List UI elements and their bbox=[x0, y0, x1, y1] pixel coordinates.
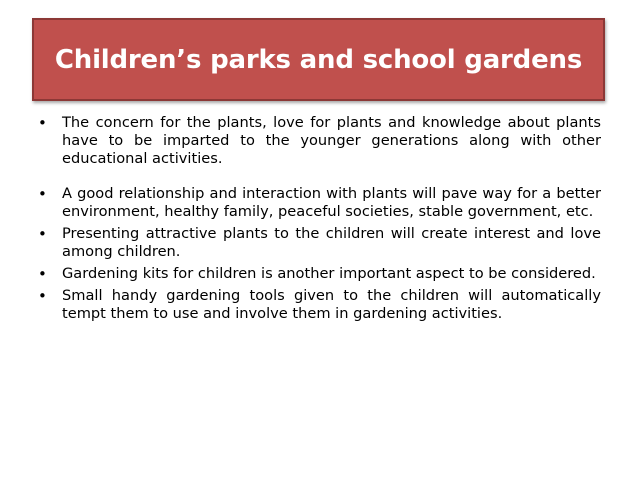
bullet-icon: • bbox=[38, 114, 47, 132]
bullet-text: A good relationship and interaction with plants will pave way for a better environment, healthy family, peaceful societies, stable government, etc. bbox=[62, 185, 601, 220]
bullet-text: Gardening kits for children is another important aspect to be considered. bbox=[62, 265, 596, 282]
bullet-text: The concern for the plants, love for plants and knowledge about plants have to be imparted to the younger generations along with other educational activities. bbox=[62, 114, 601, 167]
title-box bbox=[32, 18, 605, 101]
bullet-text: Presenting attractive plants to the children will create interest and love among children. bbox=[62, 225, 601, 260]
bullet-text: Small handy gardening tools given to the children will automatically tempt them to use and involve them in gardening activities. bbox=[62, 287, 601, 322]
bullet-item bbox=[36, 114, 601, 168]
bullet-list bbox=[36, 114, 601, 327]
bullet-icon: • bbox=[38, 287, 47, 305]
bullet-icon: • bbox=[38, 185, 47, 203]
bullet-item bbox=[36, 287, 601, 323]
bullet-icon: • bbox=[38, 265, 47, 283]
slide-title: Children’s parks and school gardens bbox=[54, 44, 583, 75]
bullet-item bbox=[36, 265, 601, 283]
bullet-item bbox=[36, 225, 601, 261]
bullet-item bbox=[36, 185, 601, 221]
bullet-icon: • bbox=[38, 225, 47, 243]
